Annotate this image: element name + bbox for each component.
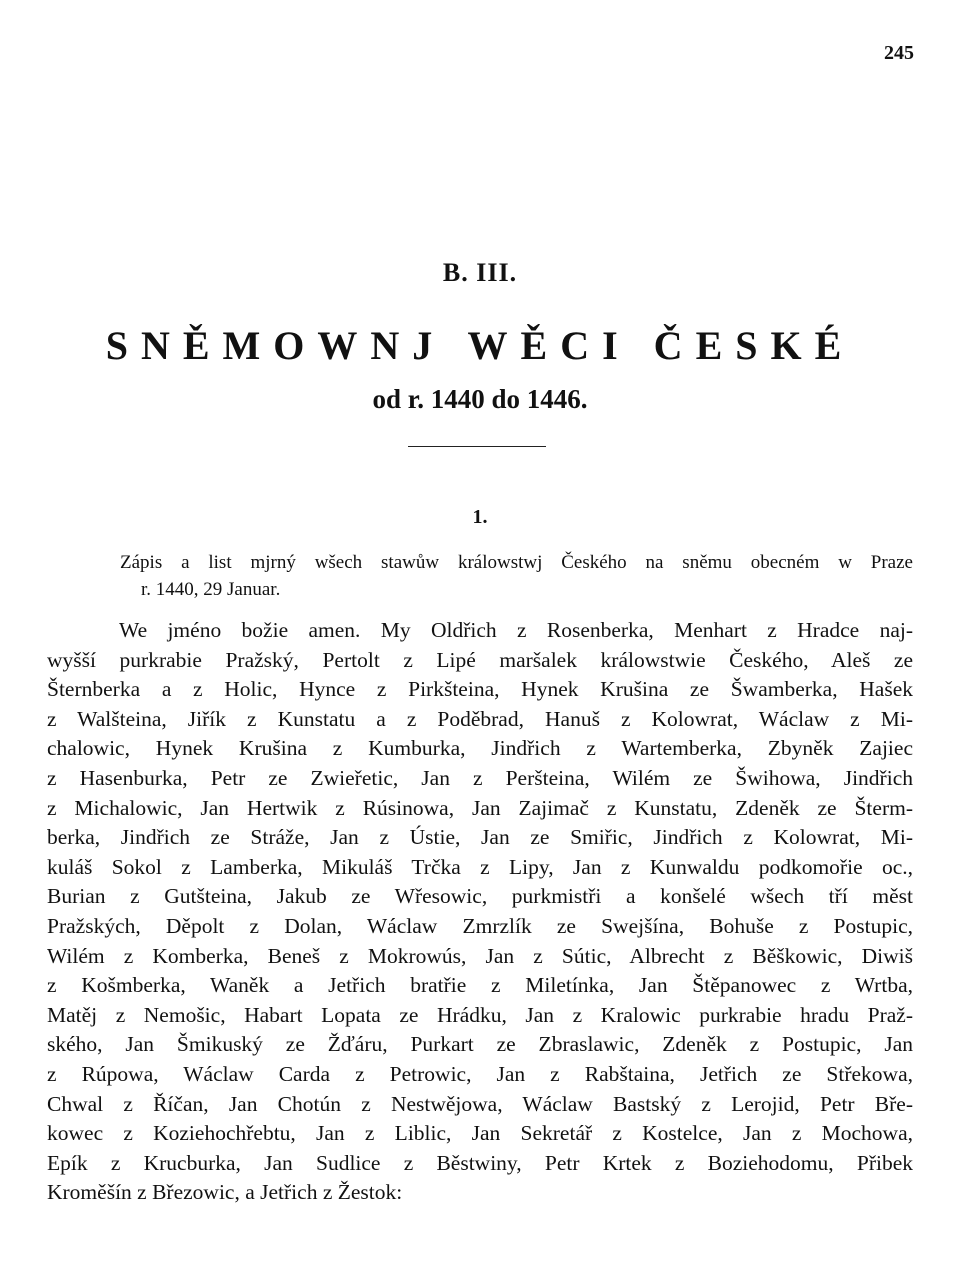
body-line: kuláš Sokol z Lamberka, Mikuláš Trčka z Lipy, Jan z Kunwaldu podkomořie oc., — [47, 854, 913, 879]
body-line: z Michalowic, Jan Hertwik z Rúsinowa, Jan Zajimač z Kunstatu, Zdeněk ze Šterm- — [47, 795, 913, 820]
body-line: Burian z Gutšteina, Jakub ze Wřesowic, purkmistři a konšelé wšech tří měst — [47, 884, 913, 909]
body-line: Matěj z Nemošic, Habart Lopata ze Hrádku, Jan z Kralowic purkrabie hradu Praž- — [47, 1002, 913, 1027]
body-line: Kroměšín z Březowic, a Jetřich z Žestok: — [47, 1180, 403, 1205]
body-line: chalowic, Hynek Krušina z Kumburka, Jindřich z Wartemberka, Zbyněk Zajiec — [47, 736, 913, 761]
body-line: wyšší purkrabie Pražský, Pertolt z Lipé maršalek králowstwie Českého, Aleš ze — [47, 647, 913, 672]
page-number: 245 — [884, 42, 914, 64]
heading-line: r. 1440, 29 Januar. — [141, 579, 281, 600]
body-line: Pražských, Děpolt z Dolan, Wáclaw Zmrzlík ze Swejšína, Bohuše z Postupic, — [47, 913, 913, 938]
body-line: z Walšteina, Jiřík z Kunstatu a z Poděbrad, Hanuš z Kolowrat, Wáclaw z Mi- — [47, 706, 913, 731]
body-line: z Košmberka, Waněk a Jetřich bratřie z Miletínka, Jan Štěpanowec z Wrtba, — [47, 973, 913, 998]
body-line: berka, Jindřich ze Stráže, Jan z Ústie, Jan ze Smiřic, Jindřich z Kolowrat, Mi- — [47, 825, 913, 850]
body-line: z Rúpowa, Wáclaw Carda z Petrowic, Jan z Rabštaina, Jetřich ze Střekowa, — [47, 1061, 913, 1086]
document-heading — [47, 549, 913, 603]
main-title: SNĚMOWNJ WĚCI ČESKÉ — [105, 323, 855, 368]
body-line: We jméno božie amen. My Oldřich z Rosenberka, Menhart z Hradce naj- — [119, 618, 913, 642]
body-line: z Hasenburka, Petr ze Zwieřetic, Jan z Peršteina, Wilém ze Šwihowa, Jindřich — [47, 765, 913, 790]
section-mark: B. III. — [442, 258, 518, 287]
body-line: Epík z Krucburka, Jan Sudlice z Běstwiny, Petr Krtek z Boziehodomu, Přibek — [47, 1150, 913, 1175]
body-line: Wilém z Komberka, Beneš z Mokrowús, Jan z Sútic, Albrecht z Běškowic, Diwiš — [47, 943, 913, 968]
subtitle: od r. 1440 do 1446. — [372, 384, 588, 414]
body-line: kowec z Koziehochřebtu, Jan z Liblic, Jan Sekretář z Kostelce, Jan z Mochowa, — [47, 1121, 913, 1146]
heading-line: Zápis a list mjrný wšech stawůw králowstwj Českého na sněmu obecném w Praze — [120, 552, 913, 573]
body-line: ského, Jan Šmikuský ze Žďáru, Purkart ze Zbraslawic, Zdeněk z Postupic, Jan — [47, 1032, 913, 1057]
body-line: Šternberka a z Holic, Hynce z Pirkšteina, Hynek Krušina ze Šwamberka, Hašek — [47, 677, 913, 702]
body-text — [47, 616, 913, 1208]
separator-rule — [408, 446, 546, 447]
document-number: 1. — [472, 506, 488, 528]
body-line: Chwal z Říčan, Jan Chotún z Nestwějowa, Wáclaw Bastský z Lerojid, Petr Bře- — [47, 1091, 913, 1116]
